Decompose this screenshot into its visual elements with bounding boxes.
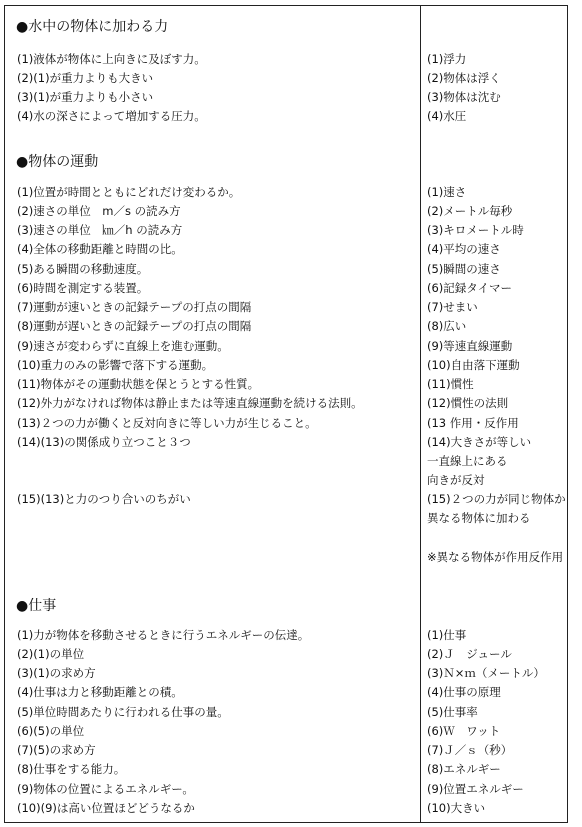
answer-item: (8)エネルギー [427, 762, 501, 776]
question-item: (2)速さの単位 m／s の読み方 [17, 204, 181, 218]
answer-item: (2)メートル毎秒 [427, 204, 513, 218]
answer-item: (6)Ｗ ワット [427, 724, 501, 738]
question-item: (8)運動が遅いときの記録テープの打点の間隔 [17, 319, 252, 333]
question-item: (6)時間を測定する装置。 [17, 281, 149, 295]
question-item: (7)運動が速いときの記録テープの打点の間隔 [17, 300, 252, 314]
answer-item: (3)物体は沈む [427, 90, 501, 104]
answer-item: (8)広い [427, 319, 467, 333]
answer-item: (7)Ｊ／ｓ（秒） [427, 743, 513, 757]
answer-item: (2)Ｊ ジュール [427, 647, 512, 661]
question-item: (14)(13)の関係成り立つこと３つ [17, 435, 191, 449]
section-heading-buoyancy: ●水中の物体に加わる力 [16, 19, 169, 35]
answer-item: (13 作用・反作用 [427, 416, 519, 430]
answer-item: 一直線上にある [427, 454, 508, 468]
answer-item: (10)自由落下運動 [427, 358, 520, 372]
question-item: (1)液体が物体に上向きに及ぼす力。 [17, 52, 206, 66]
question-item: (13)２つの力が働くと反対向きに等しい力が生じること。 [17, 416, 317, 430]
question-item: (4)仕事は力と移動距離との積。 [17, 685, 183, 699]
question-item: (8)仕事をする能力。 [17, 762, 126, 776]
question-item: (10)重力のみの影響で落下する運動。 [17, 358, 214, 372]
question-item: (2)(1)の単位 [17, 647, 85, 661]
answer-item: (2)物体は浮く [427, 71, 501, 85]
answer-item: (3)Ｎ×ｍ（メートル） [427, 666, 545, 680]
question-item: (6)(5)の単位 [17, 724, 85, 738]
answer-item: (4)水圧 [427, 109, 467, 123]
question-item: (3)(1)が重力よりも小さい [17, 90, 154, 104]
question-item: (9)物体の位置によるエネルギー。 [17, 782, 194, 796]
answer-item: (9)位置エネルギー [427, 782, 524, 796]
question-item: (15)(13)と力のつり合いのちがい [17, 492, 191, 506]
answer-item: (14)大きさが等しい [427, 435, 532, 449]
answer-item: (5)仕事率 [427, 705, 478, 719]
question-item: (3)速さの単位 ㎞／h の読み方 [17, 223, 183, 237]
question-item: (9)速さが変わらずに直線上を進む運動。 [17, 339, 229, 353]
question-item: (5)単位時間あたりに行われる仕事の量。 [17, 705, 229, 719]
answer-item: (1)速さ [427, 185, 467, 199]
question-item: (7)(5)の求め方 [17, 743, 96, 757]
answer-item: (10)大きい [427, 801, 486, 815]
answer-item: (11)慣性 [427, 377, 474, 391]
question-item: (1)力が物体を移動させるときに行うエネルギーの伝達。 [17, 628, 310, 642]
answer-item: (3)キロメートル時 [427, 223, 524, 237]
question-item: (11)物体がその運動状態を保とうとする性質。 [17, 377, 260, 391]
question-item: (10)(9)は高い位置ほどどうなるか [17, 801, 195, 815]
answer-item: (12)慣性の法則 [427, 396, 509, 410]
question-item: (2)(1)が重力よりも大きい [17, 71, 154, 85]
answer-item: (1)浮力 [427, 52, 467, 66]
section-heading-motion: ●物体の運動 [16, 154, 99, 170]
question-item: (1)位置が時間とともにどれだけ変わるか。 [17, 185, 241, 199]
answer-item: (9)等速直線運動 [427, 339, 513, 353]
answer-item: (5)瞬間の速さ [427, 262, 501, 276]
question-item: (4)全体の移動距離と時間の比。 [17, 242, 183, 256]
section-heading-work: ●仕事 [16, 598, 57, 614]
answer-item: (15)２つの力が同じ物体か異なる物体に加わる [427, 492, 566, 525]
answer-item: (6)記録タイマー [427, 281, 513, 295]
question-item: (4)水の深さによって増加する圧力。 [17, 109, 206, 123]
answer-item: (4)仕事の原理 [427, 685, 501, 699]
question-item: (5)ある瞬間の移動速度。 [17, 262, 149, 276]
answer-note: ※異なる物体が作用反作用 [427, 550, 564, 564]
question-item: (12)外力がなければ物体は静止または等速直線運動を続ける法則。 [17, 396, 363, 410]
question-item: (3)(1)の求め方 [17, 666, 96, 680]
answer-item: (4)平均の速さ [427, 242, 501, 256]
answer-item: (1)仕事 [427, 628, 467, 642]
answer-item: 向きが反対 [427, 473, 485, 487]
column-divider [420, 5, 421, 823]
answer-item: (7)せまい [427, 300, 478, 314]
